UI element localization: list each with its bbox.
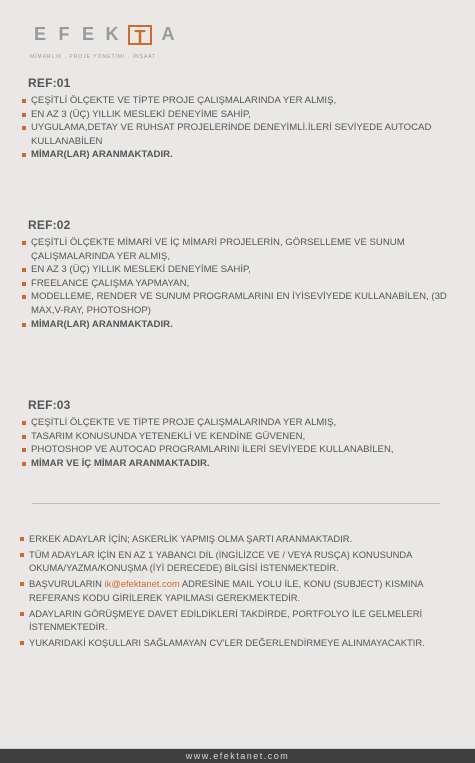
list-item: ÇEŞİTLİ ÖLÇEKTE VE TİPTE PROJE ÇALIŞMALARINDA YER ALMIŞ, [22, 94, 452, 108]
list-item: MİMAR(LAR) ARANMAKTADIR. [22, 148, 452, 162]
list-item: TASARIM KONUSUNDA YETENEKLİ VE KENDİNE GÜVENEN, [22, 430, 452, 444]
list-item: EN AZ 3 (ÜÇ) YILLIK MESLEKİ DENEYİME SAHİP, [22, 263, 452, 277]
ref-02-list [22, 236, 452, 331]
logo-tagline: MİMARLIK . PROJE YÖNETİMİ . İNŞAAT [30, 54, 157, 60]
list-item: EN AZ 3 (ÜÇ) YILLIK MESLEKİ DENEYİME SAHİP, [22, 108, 452, 122]
note-item: TÜM ADAYLAR İÇİN EN AZ 1 YABANCI DİL (İNGİLİZCE VE / VEYA RUSÇA) KONUSUNDA OKUMA/YAZMA/KONUŞMA (İYİ DERECEDE) BİLGİSİ İSTENMEKTEDİR. [20, 548, 455, 575]
logo-letter: K [105, 24, 119, 44]
logo-letter: E [81, 24, 94, 44]
list-item: ÇEŞİTLİ ÖLÇEKTE VE TİPTE PROJE ÇALIŞMALARINDA YER ALMIŞ, [22, 416, 452, 430]
note-item-application [20, 577, 455, 604]
note-item: YUKARIDAKİ KOŞULLARI SAĞLAMAYAN CV’LER DEĞERLENDİRMEYE ALINMAYACAKTIR. [20, 636, 455, 650]
note-item: ADAYLARIN GÖRÜŞMEYE DAVET EDİLDİKLERİ TAKDİRDE, PORTFOLYO İLE GELMELERİ İSTENMEKTEDİR. [20, 607, 455, 634]
logo-letter: A [161, 24, 175, 44]
company-logo [28, 24, 178, 64]
logo-letter-boxed: T [128, 25, 152, 45]
list-item: MİMAR VE İÇ MİMAR ARANMAKTADIR. [22, 457, 452, 471]
note-text: ADRESİNE MAIL YOLU İLE, KONU (SUBJECT) KISMINA REFERANS KODU GİRİLEREK YAPILMASI GEREKMEKTEDİR. [29, 578, 424, 603]
section-divider [32, 503, 440, 504]
logo-letter: E [33, 24, 46, 44]
footer-website-link[interactable]: www.efektanet.com [185, 751, 290, 761]
footer [0, 749, 475, 763]
general-notes-list [20, 532, 455, 652]
logo-letter: F [58, 24, 70, 44]
ref-02-title: REF:02 [28, 218, 71, 232]
note-text: BAŞVURULARIN [29, 578, 105, 590]
note-item: ERKEK ADAYLAR İÇİN; ASKERLİK YAPMIŞ OLMA ŞARTI ARANMAKTADIR. [20, 532, 455, 546]
list-item: MODELLEME, RENDER VE SUNUM PROGRAMLARINI EN İYİSEVİYEDE KULLANABİLEN, (3D MAX,V-RAY, PHOTOSHOP) [22, 290, 452, 317]
list-item: PHOTOSHOP VE AUTOCAD PROGRAMLARINI İLERİ SEVİYEDE KULLANABİLEN, [22, 443, 452, 457]
list-item: FREELANCE ÇALIŞMA YAPMAYAN, [22, 277, 452, 291]
ref-03-list [22, 416, 452, 470]
ref-03-title: REF:03 [28, 398, 71, 412]
list-item: MİMAR(LAR) ARANMAKTADIR. [22, 318, 452, 332]
ref-01-list [22, 94, 452, 162]
logo-wordmark [28, 24, 180, 45]
ref-01-title: REF:01 [28, 76, 71, 90]
email-link[interactable]: ik@efektanet.com [104, 578, 180, 590]
list-item: UYGULAMA,DETAY VE RUHSAT PROJELERİNDE DENEYİMLİ.İLERİ SEVİYEDE AUTOCAD KULLANABİLEN [22, 121, 452, 148]
list-item: ÇEŞİTLİ ÖLÇEKTE MİMARİ VE İÇ MİMARİ PROJELERİN, GÖRSELLEME VE SUNUM ÇALIŞMALARINDA YER ALMIŞ, [22, 236, 452, 263]
